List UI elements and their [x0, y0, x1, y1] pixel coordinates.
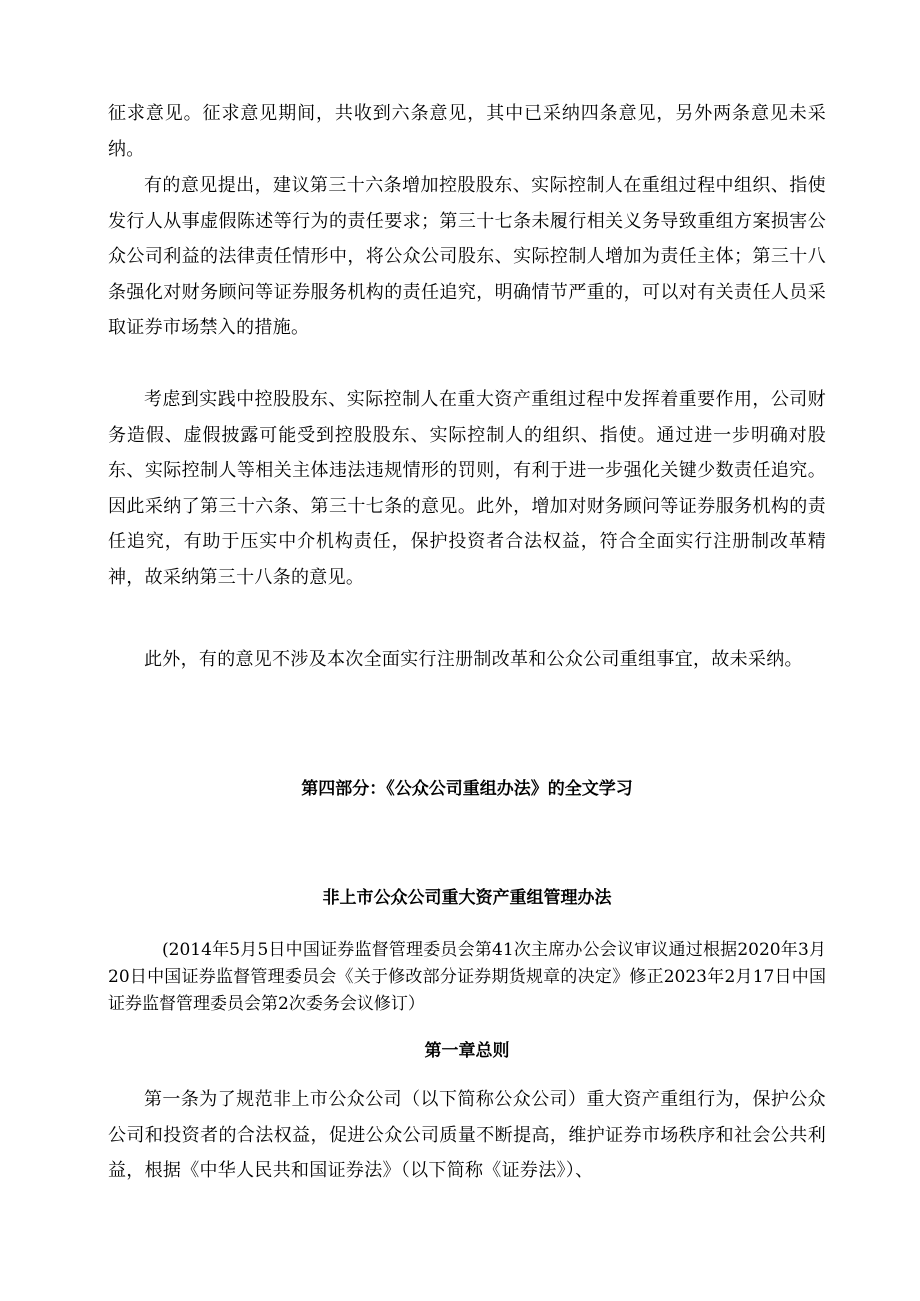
chapter-one-heading: 第一章总则	[424, 1041, 510, 1061]
regulation-title: 非上市公众公司重大资产重组管理办法	[322, 888, 612, 908]
article-one-paragraph: 第一条为了规范非上市公众公司（以下简称公众公司）重大资产重组行为，保护公众公司和投资者的合法权益，促进公众公司质量不断提高，维护证券市场秩序和社会公共利益，根据《中华人民共和国证券法》（以下简称《证券法》）、	[108, 1089, 826, 1182]
regulation-amendment-note: (2014年5月5日中国证券监督管理委员会第41次主席办公会议审议通过根据2020年3月20日中国证券监督管理委员会《关于修改部分证券期货规章的决定》修正2023年2月17日中国证券监督管理委员会第2次委务会议修订）	[108, 940, 826, 1014]
part-four-heading: 第四部分：《公众公司重组办法》的全文学习	[301, 779, 633, 799]
paragraph-not-adopted: 此外，有的意见不涉及本次全面实行注册制改革和公众公司重组事宜，故未采纳。	[144, 649, 803, 670]
paragraph-opinions-raised: 有的意见提出，建议第三十六条增加控股股东、实际控制人在重组过程中组织、指使发行人从事虚假陈述等行为的责任要求；第三十七条未履行相关义务导致重组方案损害公众公司利益的法律责任情形中，将公众公司股东、实际控制人增加为责任主体；第三十八条强化对财务顾问等证券服务机构的责任追究，明确情节严重的，可以对有关责任人员采取证券市场禁入的措施。	[108, 175, 826, 339]
paragraph-adoption-reasoning: 考虑到实践中控股股东、实际控制人在重大资产重组过程中发挥着重要作用，公司财务造假、虚假披露可能受到控股股东、实际控制人的组织、指使。通过进一步明确对股东、实际控制人等相关主体违法违规情形的罚则，有利于进一步强化关键少数责任追究。因此采纳了第三十六条、第三十七条的意见。此外，增加对财务顾问等证券服务机构的责任追究，有助于压实中介机构责任，保护投资者合法权益，符合全面实行注册制改革精神，故采纳第三十八条的意见。	[108, 389, 826, 588]
paragraph-feedback-summary: 征求意见。征求意见期间，共收到六条意见，其中已采纳四条意见，另外两条意见未采纳。	[108, 103, 826, 160]
